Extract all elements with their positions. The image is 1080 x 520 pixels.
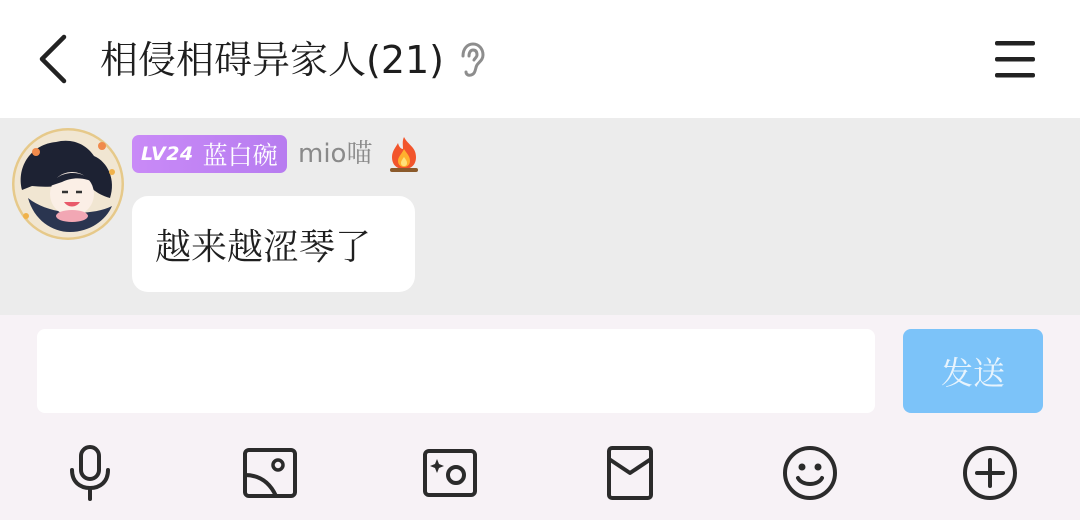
badge-name: 蓝白碗 (202, 141, 278, 170)
voice-button[interactable] (60, 443, 120, 503)
emoji-icon (782, 445, 838, 501)
chevron-left-icon (36, 33, 70, 85)
red-packet-icon (606, 445, 654, 501)
sender-name[interactable]: mio喵 (298, 139, 373, 169)
back-button[interactable] (28, 30, 78, 88)
microphone-icon (64, 444, 116, 502)
plus-icon (962, 445, 1018, 501)
hamburger-menu-icon (990, 38, 1040, 82)
emoji-button[interactable] (780, 443, 840, 503)
message-text: 越来越涩琴了 (155, 226, 372, 268)
red-packet-button[interactable] (600, 443, 660, 503)
level-badge (132, 135, 287, 173)
composer (0, 315, 1080, 520)
avatar[interactable] (12, 128, 124, 240)
chat-title: 相侵相碍异家人(21) (100, 38, 445, 82)
chat-header (0, 0, 1080, 118)
fire-icon (386, 135, 422, 173)
message-bubble[interactable] (132, 196, 415, 292)
camera-icon (422, 448, 478, 498)
menu-button[interactable] (990, 38, 1040, 82)
album-button[interactable] (240, 443, 300, 503)
ear-icon[interactable] (458, 42, 486, 78)
message-input[interactable] (37, 329, 875, 413)
send-button[interactable]: 发送 (903, 329, 1043, 413)
image-icon (242, 447, 298, 499)
more-button[interactable] (960, 443, 1020, 503)
message-list (0, 118, 1080, 315)
level-label: LV24 (141, 143, 194, 165)
camera-button[interactable] (420, 443, 480, 503)
